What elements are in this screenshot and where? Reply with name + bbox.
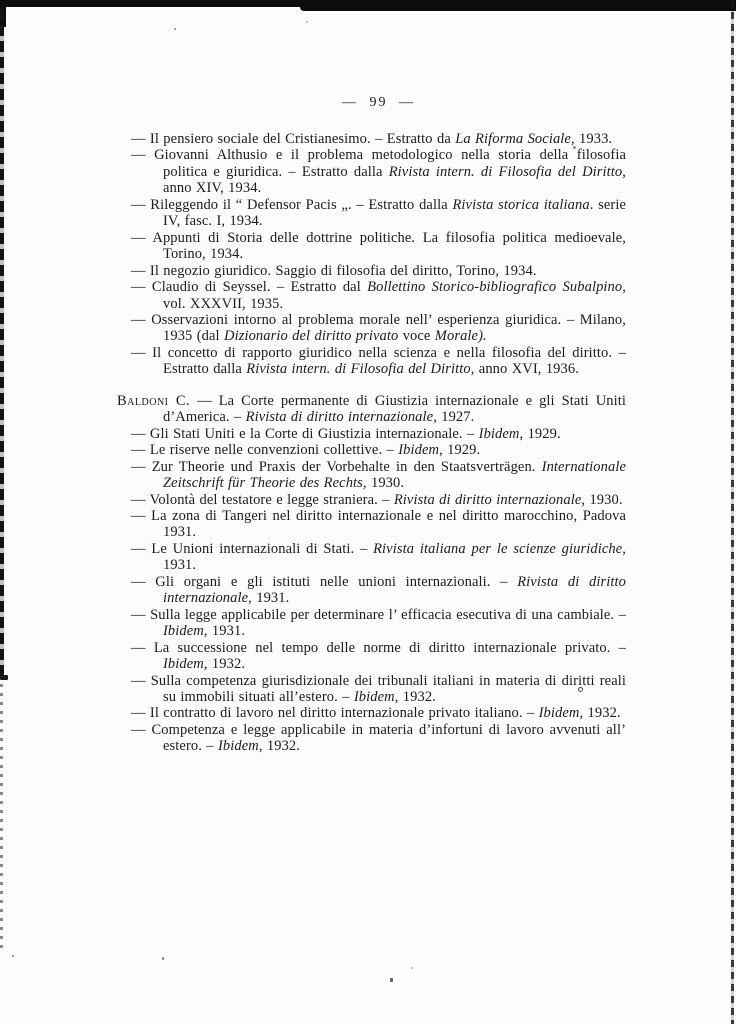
entry-text: — Il contratto di lavoro nel diritto internazionale privato italiano. – bbox=[131, 705, 539, 722]
journal-title: Rivista di diritto internazionale bbox=[393, 491, 582, 508]
scan-speck bbox=[12, 955, 14, 957]
bib-entry bbox=[131, 541, 626, 574]
journal-title: Bollettino Storico-bibliografico Subalpino bbox=[367, 279, 623, 296]
journal-title: Dizionario del diritto privato bbox=[224, 328, 399, 345]
bib-entry bbox=[131, 131, 626, 147]
entry-text: . serie IV, fasc. I, 1934. bbox=[163, 196, 627, 230]
entry-text: , anno XVI, 1936. bbox=[470, 361, 579, 378]
journal-title: Rivista di diritto internazionale bbox=[163, 573, 626, 607]
journal-title: Ibidem bbox=[398, 442, 440, 459]
entry-text: , 1930. bbox=[581, 491, 623, 508]
entry-text: , 1931. bbox=[203, 623, 246, 640]
bib-entry bbox=[131, 312, 626, 345]
bib-entry bbox=[131, 705, 626, 721]
bib-entry bbox=[131, 607, 626, 640]
entry-text: — Osservazioni intorno al problema morale nell’ esperienza giuridica. – Milano, 1935 (dal bbox=[131, 311, 626, 345]
entry-text: — Le riserve nelle convenzioni collettive. – bbox=[131, 442, 399, 459]
entry-text: , 1932. bbox=[394, 688, 436, 705]
scan-edge-right bbox=[731, 0, 734, 1024]
journal-title: Ibidem bbox=[217, 738, 259, 755]
bib-entry bbox=[131, 345, 626, 378]
entry-text: , anno XIV, 1934. bbox=[163, 163, 626, 197]
journal-title: Rivista intern. di Filosofia del Diritto bbox=[388, 163, 623, 180]
scan-edge-left-tick bbox=[0, 675, 8, 680]
scan-edge-top-right bbox=[300, 0, 736, 11]
entry-text: , 1930. bbox=[362, 475, 405, 492]
bib-entry bbox=[131, 459, 626, 492]
works-continuation-section bbox=[131, 131, 626, 378]
journal-title: Rivista italiana per le scienze giuridiche bbox=[373, 540, 623, 557]
entry-text: , 1931. bbox=[163, 540, 627, 574]
bib-entry bbox=[131, 147, 626, 196]
page-content bbox=[117, 95, 627, 755]
journal-title: Ibidem bbox=[478, 425, 520, 442]
entry-text: — Il negozio giuridico. Saggio di filosofia del diritto, Torino, 1934. bbox=[131, 262, 537, 279]
entry-text: — Sulla competenza giurisdizionale dei tribunali italiani in materia di diritti reali su immobili situati all’estero. – bbox=[131, 672, 626, 705]
entry-text: — Giovanni Althusio e il problema metodologico nella storia della filosofia politica e giuridica. – Estratto dalla bbox=[131, 147, 626, 180]
bib-entry bbox=[131, 426, 626, 442]
bib-entry bbox=[131, 492, 626, 508]
baldoni-section bbox=[117, 392, 627, 755]
page-number: — 99 — bbox=[342, 95, 415, 110]
entry-text: — Il pensiero sociale del Cristianesimo. – Estratto da bbox=[131, 131, 456, 147]
entry-text: — Zur Theorie und Praxis der Vorbehalte in den Staatsverträgen. bbox=[131, 458, 542, 475]
entry-text: — Volontà del testatore e legge straniera. – bbox=[131, 491, 394, 508]
entry-text: — Competenza e legge applicabile in materia d’infortuni di lavoro avvenuti all’ estero. – bbox=[131, 721, 626, 755]
scan-speck bbox=[162, 957, 164, 960]
bib-entry bbox=[131, 197, 626, 230]
scan-edge-left bbox=[0, 9, 4, 679]
journal-title: Ibidem bbox=[353, 688, 395, 705]
entry-text: , 1932. bbox=[258, 738, 301, 755]
entry-text: — Il concetto di rapporto giuridico nella scienza e nella filosofia del diritto. – Estratto dalla bbox=[131, 344, 626, 378]
entry-text: , 1929. bbox=[439, 442, 481, 459]
bib-entry bbox=[131, 722, 626, 755]
entry-text: , 1932. bbox=[579, 705, 621, 722]
journal-title: Morale). bbox=[434, 328, 487, 345]
entry-text: , 1929. bbox=[519, 425, 561, 442]
bib-entry bbox=[131, 673, 626, 706]
bib-entry bbox=[117, 392, 627, 426]
journal-title: La Riforma Sociale bbox=[455, 131, 571, 147]
entry-text: — La successione nel tempo delle norme di diritto internazionale privato. – bbox=[131, 639, 626, 656]
bib-entry bbox=[131, 263, 626, 279]
entry-text: — Gli Stati Uniti e la Corte di Giustizia internazionale. – bbox=[131, 425, 479, 442]
journal-title: Ibidem bbox=[538, 705, 580, 722]
scan-edge-left-lower bbox=[0, 684, 3, 954]
entry-text: — Claudio di Seyssel. – Estratto dal bbox=[131, 279, 368, 296]
journal-title: Rivista intern. di Filosofia del Diritto bbox=[246, 361, 471, 378]
author-name: Baldoni C. bbox=[117, 392, 191, 409]
bibliography bbox=[117, 131, 627, 755]
entry-text: — Rileggendo il “ Defensor Pacis „. – Estratto dalla bbox=[131, 196, 453, 213]
scan-speck bbox=[306, 21, 308, 23]
bib-entry bbox=[131, 442, 626, 458]
entry-text: , 1932. bbox=[203, 656, 246, 673]
journal-title: Rivista storica italiana bbox=[452, 196, 590, 213]
entry-text: — Sulla legge applicabile per determinare l’ efficacia esecutiva di una cambiale. – bbox=[131, 606, 626, 623]
bib-entry bbox=[131, 574, 626, 607]
entry-text: — La zona di Tangeri nel diritto internazionale e nel diritto marocchino, Padova 1931. bbox=[131, 507, 626, 541]
journal-title: Rivista di diritto internazionale bbox=[245, 409, 434, 426]
scan-speck bbox=[174, 28, 176, 30]
scan-speck bbox=[390, 978, 393, 982]
entry-text: , vol. XXXVII, 1935. bbox=[163, 279, 626, 312]
scan-speck bbox=[411, 967, 413, 969]
entry-text: , 1927. bbox=[433, 409, 475, 426]
journal-title: Ibidem bbox=[163, 623, 204, 640]
entry-text: — La Corte permanente di Giustizia internazionale e gli Stati Uniti d’America. – bbox=[163, 392, 627, 426]
bib-entry bbox=[131, 230, 626, 263]
entry-text: — Gli organi e gli istituti nelle unioni internazionali. – bbox=[131, 573, 518, 590]
bib-entry bbox=[131, 508, 626, 541]
bib-entry bbox=[131, 279, 626, 312]
entry-text: , 1931. bbox=[248, 590, 290, 607]
bib-entry bbox=[131, 640, 626, 673]
entry-text: — Appunti di Storia delle dottrine politiche. La filosofia politica medioevale, Torino, 1934. bbox=[131, 229, 626, 263]
journal-title: Internationale Zeitschrift für Theorie des Rechts bbox=[163, 458, 626, 492]
entry-text: voce bbox=[398, 328, 435, 345]
entry-text: — Le Unioni internazionali di Stati. – bbox=[131, 540, 374, 557]
journal-title: Ibidem bbox=[163, 656, 204, 673]
entry-text: , 1933. bbox=[570, 131, 613, 147]
